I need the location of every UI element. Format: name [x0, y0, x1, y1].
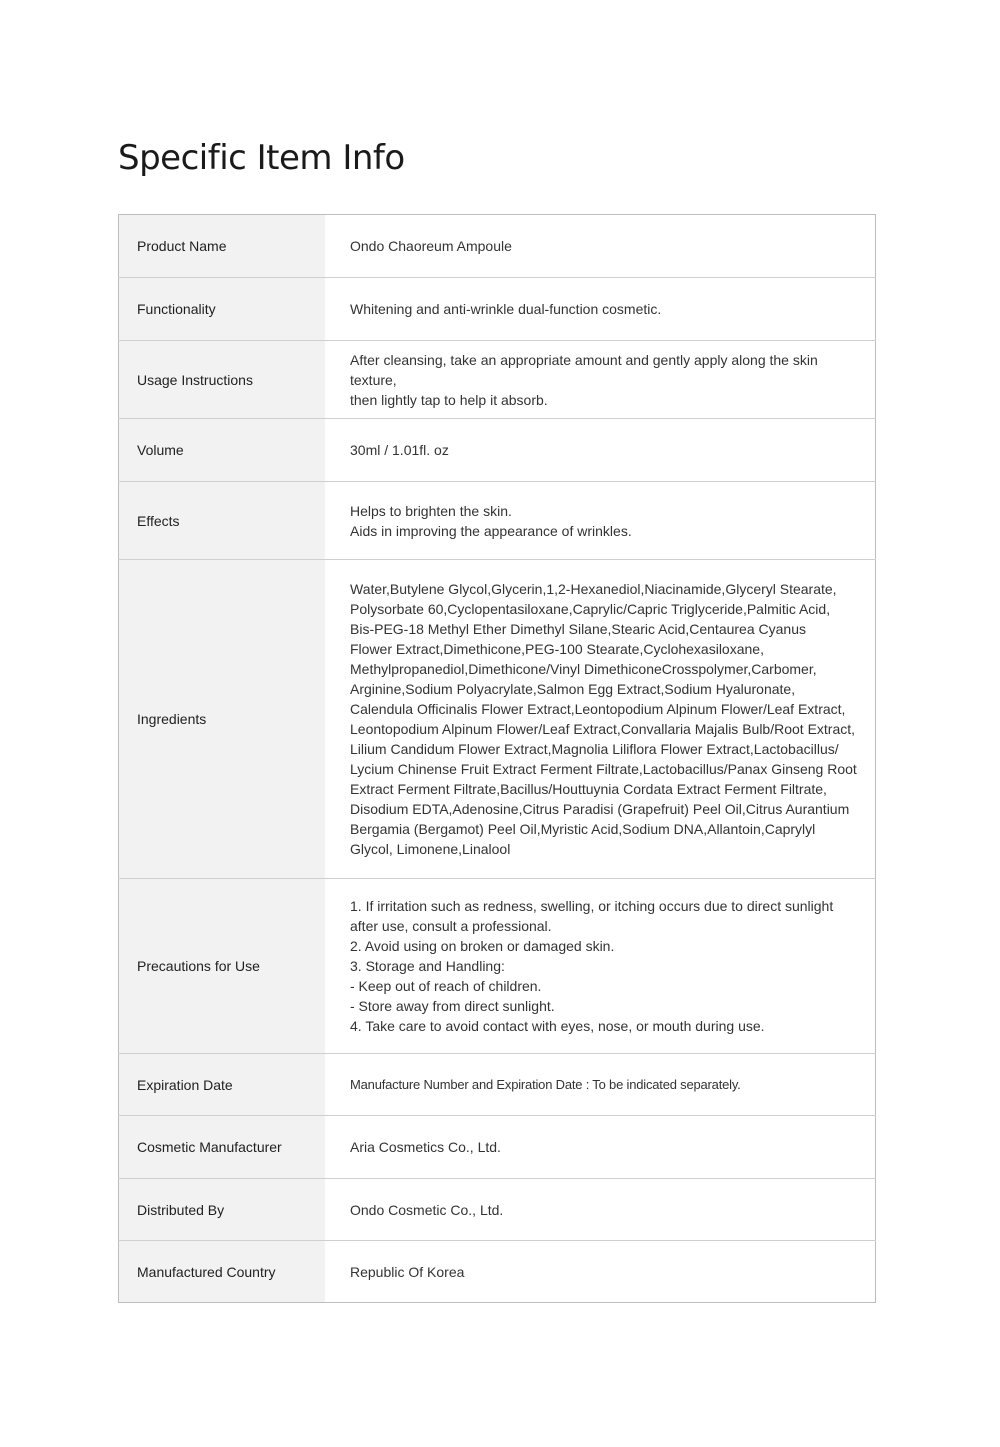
text-line: Lycium Chinense Fruit Extract Ferment Filtrate,Lactobacillus/Panax Ginseng Root — [350, 761, 857, 777]
value-expiration-date — [325, 1054, 876, 1116]
row-distributed-by — [119, 1179, 876, 1241]
text-line: Extract Ferment Filtrate,Bacillus/Houttuynia Cordata Extract Ferment Filtrate, — [350, 781, 827, 797]
label-effects: Effects — [119, 482, 326, 560]
row-usage-instructions — [119, 341, 876, 419]
text-line: Aids in improving the appearance of wrinkles. — [350, 522, 632, 539]
text-line: Water,Butylene Glycol,Glycerin,1,2-Hexanediol,Niacinamide,Glyceryl Stearate, — [350, 581, 837, 597]
text-line: Leontopodium Alpinum Flower/Leaf Extract,Convallaria Majalis Bulb/Root Extract, — [350, 721, 856, 737]
text-line: Flower Extract,Dimethicone,PEG-100 Stearate,Cyclohexasiloxane, — [350, 641, 764, 657]
text-line: Ondo Cosmetic Co., Ltd. — [350, 1201, 504, 1218]
row-cosmetic-manufacturer — [119, 1116, 876, 1179]
text-line: Calendula Officinalis Flower Extract,Leontopodium Alpinum Flower/Leaf Extract, — [350, 701, 846, 717]
text-line: Aria Cosmetics Co., Ltd. — [350, 1139, 501, 1155]
text-line: 4. Take care to avoid contact with eyes, nose, or mouth during use. — [350, 1018, 765, 1034]
row-expiration-date — [119, 1054, 876, 1116]
row-volume — [119, 419, 876, 482]
text-line: 1. If irritation such as redness, swelling, or itching occurs due to direct sunlight — [350, 898, 834, 914]
label-distributed-by: Distributed By — [119, 1179, 326, 1241]
text-line: Glycol, Limonene,Linalool — [350, 841, 511, 857]
row-precautions — [119, 879, 876, 1054]
text-line: Polysorbate 60,Cyclopentasiloxane,Caprylic/Capric Triglyceride,Palmitic Acid, — [350, 601, 831, 617]
item-info-table — [118, 214, 876, 1303]
label-manufactured-country: Manufactured Country — [119, 1241, 326, 1303]
text-line: Arginine,Sodium Polyacrylate,Salmon Egg Extract,Sodium Hyaluronate, — [350, 681, 796, 697]
value-effects — [325, 482, 876, 560]
text-line: Republic Of Korea — [350, 1263, 465, 1280]
label-product-name: Product Name — [119, 215, 326, 278]
text-line: - Keep out of reach of children. — [350, 978, 542, 994]
text-line: 2. Avoid using on broken or damaged skin. — [350, 938, 615, 954]
text-line: then lightly tap to help it absorb. — [350, 391, 548, 408]
row-product-name — [119, 215, 876, 278]
page-title: Specific Item Info — [118, 138, 405, 178]
value-functionality — [325, 278, 876, 341]
text-line: After cleansing, take an appropriate amount and gently apply along the skin texture, — [350, 351, 818, 388]
label-functionality: Functionality — [119, 278, 326, 341]
text-line: 30ml / 1.01fl. oz — [350, 442, 449, 458]
text-line: Ondo Chaoreum Ampoule — [350, 238, 512, 254]
label-ingredients: Ingredients — [119, 560, 326, 879]
text-line: 3. Storage and Handling: — [350, 958, 505, 974]
text-line: Bergamia (Bergamot) Peel Oil,Myristic Acid,Sodium DNA,Allantoin,Caprylyl — [350, 821, 816, 837]
text-line: Bis-PEG-18 Methyl Ether Dimethyl Silane,Stearic Acid,Centaurea Cyanus — [350, 621, 806, 637]
value-manufactured-country — [325, 1241, 876, 1303]
label-volume: Volume — [119, 419, 326, 482]
value-product-name — [325, 215, 876, 278]
label-usage-instructions: Usage Instructions — [119, 341, 326, 419]
row-functionality — [119, 278, 876, 341]
value-usage-instructions — [325, 341, 876, 419]
row-effects — [119, 482, 876, 560]
row-ingredients — [119, 560, 876, 879]
text-line: Manufacture Number and Expiration Date : To be indicated separately. — [350, 1076, 741, 1092]
value-cosmetic-manufacturer — [325, 1116, 876, 1179]
text-line: Whitening and anti-wrinkle dual-function cosmetic. — [350, 301, 662, 317]
value-ingredients — [325, 560, 876, 879]
value-precautions — [325, 879, 876, 1054]
text-line: - Store away from direct sunlight. — [350, 998, 555, 1014]
label-cosmetic-manufacturer: Cosmetic Manufacturer — [119, 1116, 326, 1179]
text-line: Helps to brighten the skin. — [350, 502, 512, 519]
row-manufactured-country — [119, 1241, 876, 1303]
label-expiration-date: Expiration Date — [119, 1054, 326, 1116]
text-line: Lilium Candidum Flower Extract,Magnolia Liliflora Flower Extract,Lactobacillus/ — [350, 741, 839, 757]
text-line: Methylpropanediol,Dimethicone/Vinyl DimethiconeCrosspolymer,Carbomer, — [350, 661, 817, 677]
text-line: Disodium EDTA,Adenosine,Citrus Paradisi (Grapefruit) Peel Oil,Citrus Aurantium — [350, 801, 850, 817]
value-volume — [325, 419, 876, 482]
label-precautions: Precautions for Use — [119, 879, 326, 1054]
text-line: after use, consult a professional. — [350, 918, 552, 934]
value-distributed-by — [325, 1179, 876, 1241]
